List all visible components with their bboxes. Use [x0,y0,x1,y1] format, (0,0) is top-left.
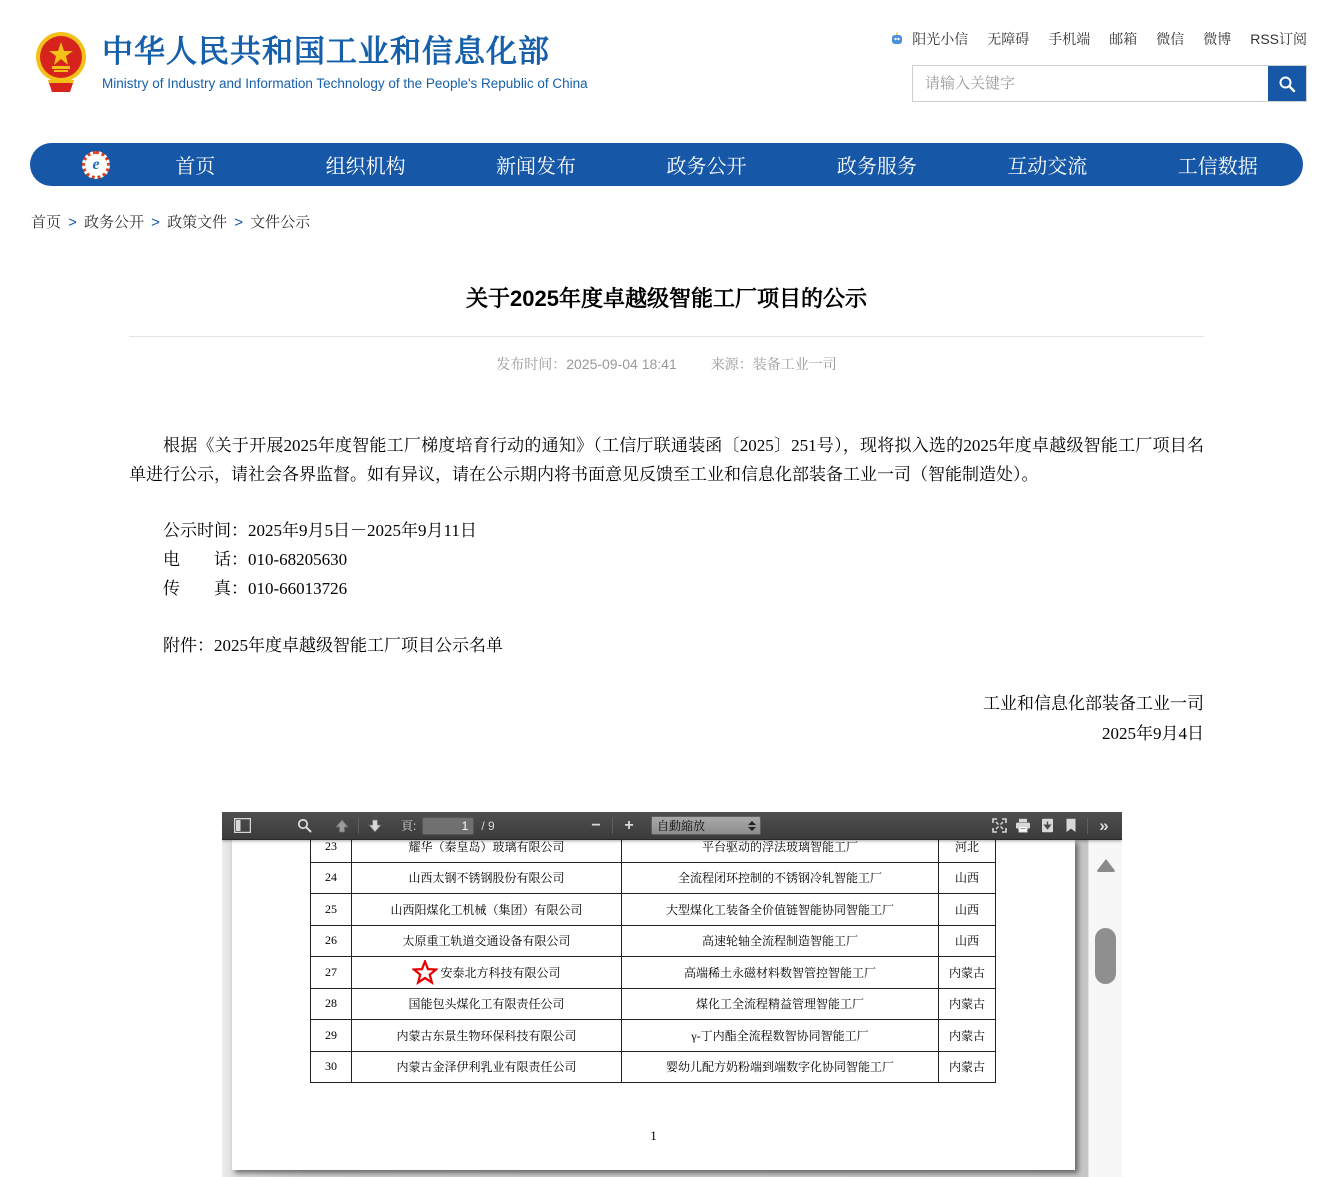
site-subtitle: Ministry of Industry and Information Technology of the People's Republic of China [102,76,588,92]
nav-item-organization[interactable]: 组织机构 [325,156,406,178]
phone-line: 电 话：010-68205630 [163,550,348,569]
search-button[interactable] [1268,66,1306,101]
pdf-bookmark-button[interactable] [1059,814,1083,838]
pdf-toolbar [222,812,1122,840]
signature-date: 2025年9月4日 [1102,724,1204,743]
pdf-viewer [222,812,1122,1177]
select-spinner-icon [748,821,756,831]
table-row: 28 国能包头煤化工有限责任公司 煤化工全流程精益管理智能工厂 内蒙古 [311,988,996,1020]
red-star-annotation-icon [412,960,438,985]
page-title: 关于2025年度卓越级智能工厂项目的公示 [466,286,867,311]
site-title: 中华人民共和国工业和信息化部 [102,33,550,69]
publicity-period-line: 公示时间：2025年9月5日－2025年9月11日 [163,521,477,540]
arrow-down-icon [368,819,382,833]
pdf-page [232,840,1075,1170]
site-header [0,0,1333,131]
arrow-up-icon [335,819,349,833]
pdf-zoom-select[interactable] [651,816,761,835]
search-icon [1278,75,1296,93]
article-body [129,431,1204,749]
miit-gear-logo-icon: e [82,151,110,179]
scrollbar-up-arrow[interactable] [1096,859,1116,872]
breadcrumb-home[interactable]: 首页 [31,214,62,231]
sidebar-toggle-icon [234,818,251,833]
table-row-starred: 27 安泰北方科技有限公司 高端稀土永磁材料数智管控智能工厂 内蒙古 [311,957,996,989]
publish-time-label: 发布时间： [496,356,567,372]
search-icon [297,818,312,833]
quick-link-weibo[interactable]: 微博 [1203,31,1232,47]
pdf-page-footer-number: 1 [650,1128,657,1143]
quick-link-mobile[interactable]: 手机端 [1048,31,1091,47]
smart-factory-table [310,840,996,1083]
sunshine-assistant-icon [889,31,905,47]
nav-item-gov-disclosure[interactable]: 政务公开 [666,156,747,178]
pdf-page-up-button[interactable] [330,814,354,838]
source-label: 来源： [710,356,753,372]
attachment-line [129,631,1204,660]
page-count: / 9 [481,818,495,833]
quick-link-wechat[interactable]: 微信 [1156,31,1185,47]
pdf-scrollbar[interactable] [1088,840,1122,1177]
quick-link-sunshine[interactable]: 阳光小信 [912,31,969,47]
pdf-page-down-button[interactable] [363,814,387,838]
article-meta [129,354,1204,374]
breadcrumb-separator: > [151,215,161,232]
page-number-label: 頁: [401,819,417,833]
table-row: 23 耀华（秦皇岛）玻璃有限公司 平台驱动的浮法玻璃智能工厂 河北 [311,840,996,862]
pdf-sidebar-toggle-button[interactable] [230,814,254,838]
source-value: 装备工业一司 [752,356,837,372]
download-icon [1040,818,1055,833]
nav-item-home[interactable]: 首页 [175,156,216,178]
fullscreen-icon [992,818,1007,833]
print-icon [1015,818,1031,833]
attachment-link[interactable]: 2025年度卓越级智能工厂项目公示名单 [214,636,503,655]
title-divider [129,336,1204,337]
zoom-select-value: 自動縮放 [657,819,706,833]
page-number-input[interactable] [422,817,474,835]
search-bar [912,65,1307,102]
table-row: 26 太原重工轨道交通设备有限公司 高速轮轴全流程制造智能工厂 山西 [311,925,996,957]
nav-item-gov-services[interactable]: 政务服务 [836,156,917,178]
article [129,282,1204,749]
breadcrumb [31,211,1333,232]
pdf-download-button[interactable] [1035,814,1059,838]
nav-items [110,150,1303,179]
breadcrumb-gov-disclosure[interactable]: 政务公开 [84,214,145,231]
table-row: 24 山西太钢不锈钢股份有限公司 全流程闭环控制的不锈钢冷轧智能工厂 山西 [311,862,996,894]
table-row: 30 内蒙古金泽伊利乳业有限责任公司 婴幼儿配方奶粉端到端数字化协同智能工厂 内蒙古 [311,1051,996,1083]
quick-link-rss[interactable]: RSS订阅 [1250,31,1307,47]
breadcrumb-separator: > [68,215,78,232]
main-navigation [30,143,1303,186]
article-paragraph: 根据《关于开展2025年度智能工厂梯度培育行动的通知》（工信厅联通装函〔2025〕251号），现将拟入选的2025年度卓越级智能工厂项目名单进行公示，请社会各界监督。如有异议，请在公示期内将书面意见反馈至工业和信息化部装备工业一司（智能制造处）。 [129,436,1204,484]
bookmark-icon [1065,818,1077,833]
attachment-label: 附件： [163,636,214,655]
search-input[interactable] [913,66,1268,101]
pdf-presentation-mode-button[interactable] [987,814,1011,838]
signature-block [129,689,1204,749]
table-row: 25 山西阳煤化工机械（集团）有限公司 大型煤化工装备全价值链智能协同智能工厂 山西 [311,894,996,926]
pdf-find-button[interactable] [292,814,316,838]
nav-item-data[interactable]: 工信数据 [1177,156,1258,178]
breadcrumb-separator: > [234,215,244,232]
pdf-more-tools-button[interactable]: » [1099,815,1109,835]
site-logo [34,30,588,96]
pdf-print-button[interactable] [1011,814,1035,838]
table-row: 29 内蒙古东景生物环保科技有限公司 γ-丁内酯全流程数智协同智能工厂 内蒙古 [311,1020,996,1052]
header-quick-links [889,29,1307,49]
nav-item-interaction[interactable]: 互动交流 [1007,156,1088,178]
national-emblem-icon [34,30,88,96]
quick-link-mail[interactable]: 邮箱 [1109,31,1138,47]
quick-link-accessibility[interactable]: 无障碍 [987,31,1030,47]
breadcrumb-doc-publicity[interactable]: 文件公示 [250,214,311,231]
publish-time-value: 2025-09-04 18:41 [566,356,677,372]
nav-item-news[interactable]: 新闻发布 [496,156,577,178]
pdf-zoom-out-button[interactable]: − [591,816,601,834]
signature-department: 工业和信息化部装备工业一司 [983,694,1204,713]
fax-line: 传 真：010-66013726 [163,579,348,598]
scrollbar-thumb[interactable] [1095,928,1116,984]
breadcrumb-policy-docs[interactable]: 政策文件 [167,214,228,231]
pdf-zoom-in-button[interactable]: + [624,816,634,834]
